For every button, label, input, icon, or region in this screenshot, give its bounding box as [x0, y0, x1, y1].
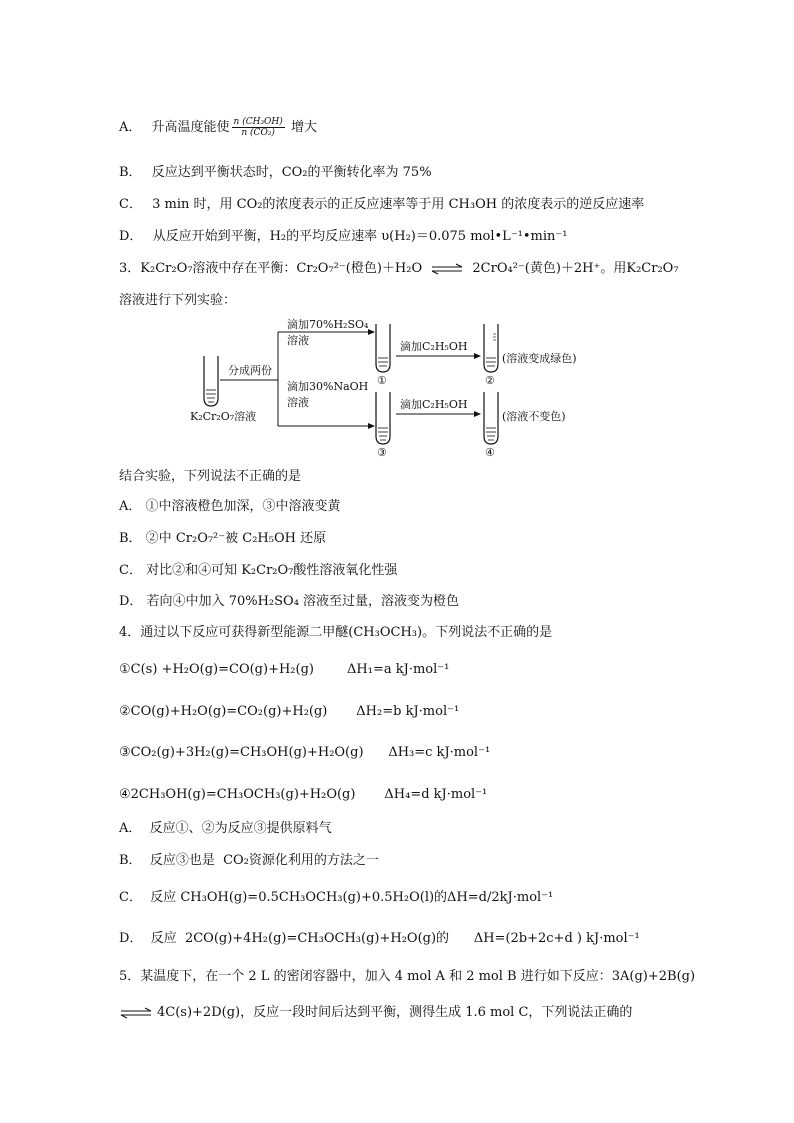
q5-line1: 5．某温度下，在一个 2 L 的密闭容器中，加入 4 mol A 和 2 mol B 进行如下反应：3A(g)+2B(g): [119, 969, 696, 984]
q4-reaction-2: ②CO(g)+H₂O(g)=CO₂(g)+H₂(g) ΔH₂=b kJ·mol⁻¹: [119, 704, 460, 719]
tube-1-label: ①: [377, 374, 387, 387]
source-label: K₂Cr₂O₇溶液: [190, 410, 257, 423]
q3-stem-part2: 2CrO₄²⁻(黄色)＋2H⁺。用K₂Cr₂O₇: [472, 261, 679, 276]
q2-option-a-text: 升高温度能使: [151, 120, 230, 135]
fraction-denominator: n (CO₂): [241, 128, 275, 138]
q2-option-d-label: D．: [119, 229, 143, 244]
q3-stem: [119, 260, 679, 278]
q4-option-b: B． 反应③也是 CO₂资源化利用的方法之一: [119, 853, 379, 868]
experiment-diagram: [190, 318, 630, 464]
split-label: 分成两份: [228, 364, 272, 377]
result-top-label: (溶液变成绿色): [502, 352, 577, 365]
equilibrium-arrow-icon: [430, 263, 464, 275]
q4-option-a: A． 反应①、②为反应③提供原料气: [119, 821, 332, 836]
top-reagent-line2: 溶液: [287, 334, 309, 347]
q3-question: 结合实验，下列说法不正确的是: [119, 469, 302, 484]
tube-2-icon: [484, 324, 498, 372]
q2-option-b: [119, 164, 432, 182]
ethanol-top-label: 滴加C₂H₅OH: [400, 340, 468, 353]
bottom-reagent-line2: 溶液: [287, 396, 309, 409]
q2-option-a-label: A．: [119, 120, 142, 135]
tube-4-label: ④: [485, 446, 495, 459]
source-tube-icon: [204, 356, 218, 406]
q5-line2: [119, 1004, 632, 1022]
q2-option-b-text: 反应达到平衡状态时，CO₂的平衡转化率为 75%: [151, 165, 432, 180]
tube-2-label: ②: [485, 374, 495, 387]
q2-option-d-text: 从反应开始到平衡，H₂的平均反应速率 υ(H₂)＝0.075 mol•L⁻¹•min⁻¹: [152, 229, 568, 244]
q2-option-b-label: B．: [119, 165, 142, 180]
q4-option-d: D． 反应 2CO(g)+4H₂(g)=CH₃OCH₃(g)+H₂O(g)的 ΔH=(2b+2c+d ) kJ·mol⁻¹: [119, 931, 640, 946]
q4-reaction-4: ④2CH₃OH(g)=CH₃OCH₃(g)+H₂O(g) ΔH₄=d kJ·mol⁻¹: [119, 787, 488, 802]
tube-4-icon: [484, 392, 498, 444]
q4-reaction-1: ①C(s) +H₂O(g)=CO(g)+H₂(g) ΔH₁=a kJ·mol⁻¹: [119, 662, 450, 677]
q3-stem-part1: 3．K₂Cr₂O₇溶液中存在平衡：Cr₂O₇²⁻(橙色)＋H₂O: [119, 261, 423, 276]
ratio-fraction: [232, 117, 285, 138]
q4-stem: 4．通过以下反应可获得新型能源二甲醚(CH₃OCH₃)。下列说法不正确的是: [119, 625, 553, 640]
fraction-numerator: n (CH₃OH): [233, 117, 283, 127]
q3-stem-line2: 溶液进行下列实验：: [119, 293, 237, 308]
equilibrium-arrow-icon: [119, 1007, 153, 1019]
tube-3-label: ③: [377, 446, 387, 459]
top-reagent-line1: 滴加70%H₂SO₄: [287, 318, 369, 331]
q5-line2-text: 4C(s)+2D(g)，反应一段时间后达到平衡，测得生成 1.6 mol C，下列说法正确的: [157, 1005, 633, 1020]
q3-option-b: B． ②中 Cr₂O₇²⁻被 C₂H₅OH 还原: [119, 531, 327, 546]
tube-1-icon: [376, 324, 390, 372]
q2-option-a-suffix: 增大: [290, 120, 317, 135]
q2-option-d: [119, 228, 568, 246]
q2-option-c-text: 3 min 时，用 CO₂的浓度表示的正反应速率等于用 CH₃OH 的浓度表示的逆反应速率: [152, 197, 645, 212]
ethanol-bottom-label: 滴加C₂H₅OH: [400, 398, 468, 411]
bottom-reagent-line1: 滴加30%NaOH: [287, 380, 369, 393]
tube-3-icon: [376, 392, 390, 444]
q3-option-a: A． ①中溶液橙色加深，③中溶液变黄: [119, 499, 341, 514]
q4-option-c: C． 反应 CH₃OH(g)=0.5CH₃OCH₃(g)+0.5H₂O(l)的ΔH=d/2kJ·mol⁻¹: [119, 890, 554, 905]
q3-option-d: D． 若向④中加入 70%H₂SO₄ 溶液至过量，溶液变为橙色: [119, 594, 460, 609]
q4-reaction-3: ③CO₂(g)+3H₂(g)=CH₃OH(g)+H₂O(g) ΔH₃=c kJ·mol⁻¹: [119, 745, 491, 760]
q2-option-c-label: C．: [119, 197, 142, 212]
q2-option-a: [119, 117, 317, 138]
result-bottom-label: (溶液不变色): [502, 410, 566, 423]
q3-option-c: C． 对比②和④可知 K₂Cr₂O₇酸性溶液氧化性强: [119, 563, 398, 578]
q2-option-c: [119, 196, 644, 214]
